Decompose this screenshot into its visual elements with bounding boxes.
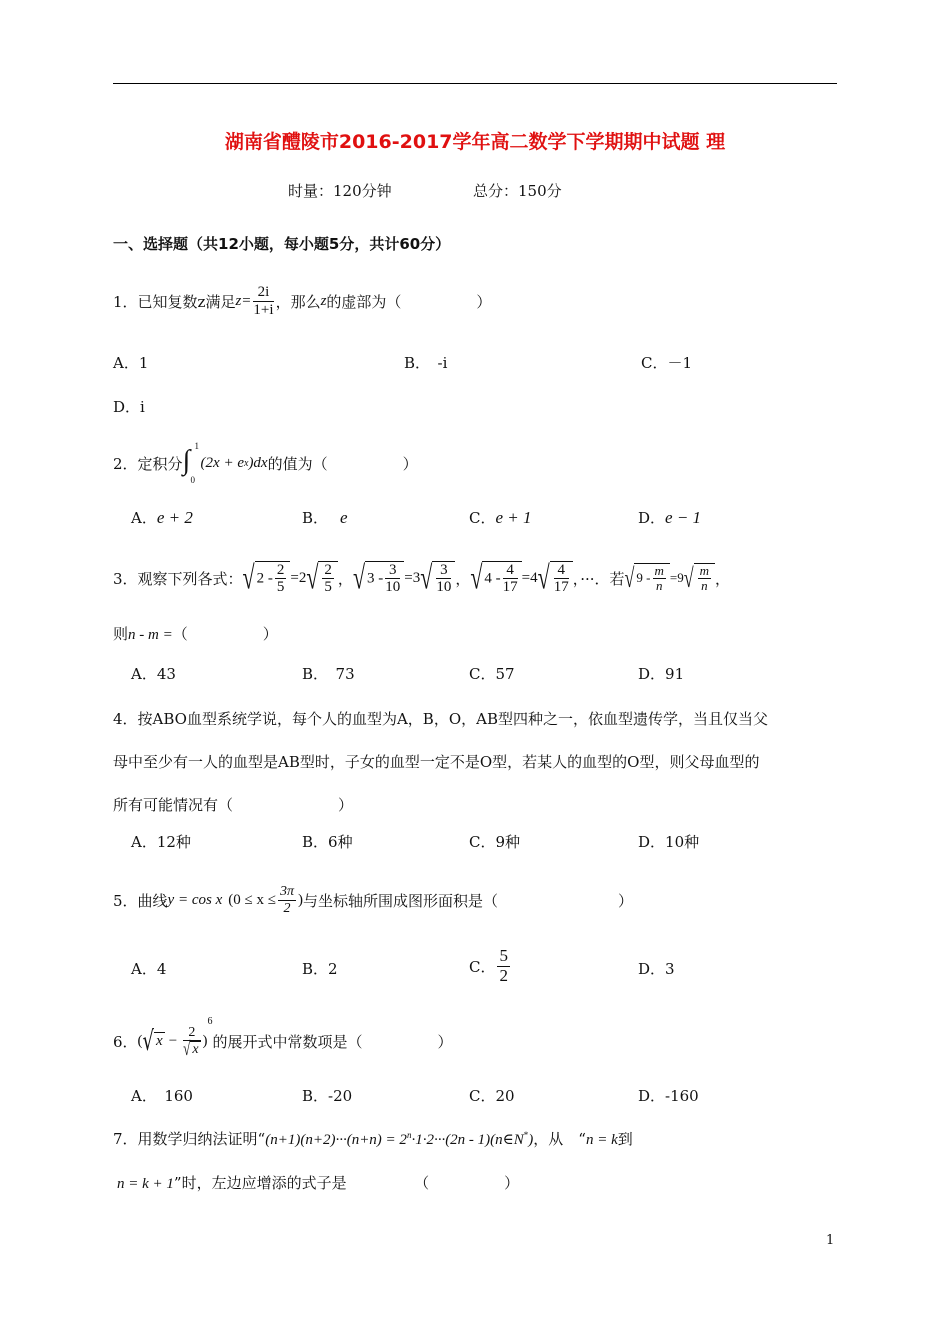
- q6-option-d: D．-160: [638, 1087, 699, 1105]
- integral-sign: ∫ 1 0: [182, 441, 200, 485]
- question-5-stem: 5．曲线 y = cos x (0 ≤ x ≤ $\frac{3\pi}{2}$ ) 与坐标轴所围成图形面积是（ ）: [113, 884, 633, 916]
- q2-option-d: D．e − 1: [638, 508, 702, 527]
- time-info: 时量：120分钟: [288, 182, 392, 200]
- score-info: 总分：150分: [473, 182, 562, 200]
- page-number: 1: [826, 1233, 835, 1248]
- q5-option-c: C． $\frac{5}{2}$: [469, 945, 508, 985]
- q2-option-b: B． e: [302, 508, 348, 527]
- q3-option-a: A．43: [131, 665, 176, 683]
- question-7-stem: 7．用数学归纳法证明“$(n+1)(n+2)\cdot\cdot\cdot(n+n) = 2^n\cdot 1\cdot 2\cdot\cdot\cdot(2n$ - 1)(n∈N*)，从 “n = k到: [113, 1130, 633, 1148]
- q6-option-a: A． 160: [131, 1087, 193, 1105]
- header-rule: [113, 83, 837, 84]
- q1-option-a: A．1: [113, 354, 149, 372]
- question-7-line-2: n = k + 1”时，左边应增添的式子是 （ ）: [117, 1174, 520, 1192]
- q4-option-d: D．10种: [638, 833, 700, 851]
- q3-option-d: D．91: [638, 665, 685, 683]
- q2-option-c: C．e + 1: [469, 508, 532, 527]
- q6-option-b: B．-20: [302, 1087, 353, 1105]
- q1-option-c: C．－1: [641, 354, 693, 372]
- q2-option-a: A．e + 2: [131, 508, 193, 527]
- page-title: 湖南省醴陵市2016-2017学年高二数学下学期期中试题 理: [224, 131, 726, 153]
- q1-option-b: B． -i: [404, 354, 448, 372]
- section-heading: 一、选择题（共12小题，每小题5分，共计60分）: [113, 235, 451, 253]
- question-3-stem: 3．观察下列各式： √ 2 - $\frac{2}{5}$ =2 √ $\frac{2}{5}$ ， √ 3 - $\frac{3}{10}$ =3 √ $\frac{3}{10}$ ， √ 4 - $\frac{4}{17}$ =4 √ $\frac{4}{17}$ ，···．若 √ 9 - $\frac{m}{n}$ =9 √ $\frac{m}{n}$ ，: [113, 558, 731, 596]
- question-4-line-1: 4．按ABO血型系统学说，每个人的血型为A，B，O，AB型四种之一，依血型遗传学，当且仅当父: [113, 710, 768, 728]
- q6-option-c: C．20: [469, 1087, 515, 1105]
- q3-eq-4: √ 9 - $\frac{m}{n}$ =9 √ $\frac{m}{n}$: [625, 563, 716, 594]
- q5-option-a: A．4: [131, 960, 167, 978]
- q4-option-a: A．12种: [131, 833, 191, 851]
- question-6-stem: 6． ( √ x − $\frac{2}{√ x}$ ) 6 的展开式中常数项是（ ）: [113, 1016, 453, 1060]
- question-1-stem: 1．已知复数z满足 z= $\frac{2i}{1+i}$ ，那么 z 的虚部为（ ）: [113, 284, 492, 318]
- question-4-line-2: 母中至少有一人的血型是AB型时，子女的血型一定不是O型，若某人的血型的O型，则父母血型的: [113, 753, 760, 771]
- q4-option-b: B．6种: [302, 833, 353, 851]
- q3-eq-1: √ 2 - $\frac{2}{5}$ =2 √ $\frac{2}{5}$: [243, 561, 338, 596]
- q3-eq-2: √ 3 - $\frac{3}{10}$ =3 √ $\frac{3}{10}$: [353, 561, 455, 596]
- q3-option-c: C．57: [469, 665, 515, 683]
- question-3-line-2: 则n - m =（ ）: [113, 625, 278, 643]
- question-2-stem: 2．定积分 ∫ 1 0 (2x + e x )dx 的值为（ ）: [113, 441, 418, 485]
- q4-option-c: C．9种: [469, 833, 521, 851]
- q5-option-d: D．3: [638, 960, 675, 978]
- q3-eq-3: √ 4 - $\frac{4}{17}$ =4 √ $\frac{4}{17}$: [470, 561, 572, 596]
- q1-fraction: $\frac{2i}{1+i}$: [253, 284, 274, 318]
- q3-option-b: B． 73: [302, 665, 355, 683]
- question-4-line-3: 所有可能情况有（ ）: [113, 796, 354, 814]
- q1-option-d: D．i: [113, 398, 145, 416]
- q5-option-b: B．2: [302, 960, 338, 978]
